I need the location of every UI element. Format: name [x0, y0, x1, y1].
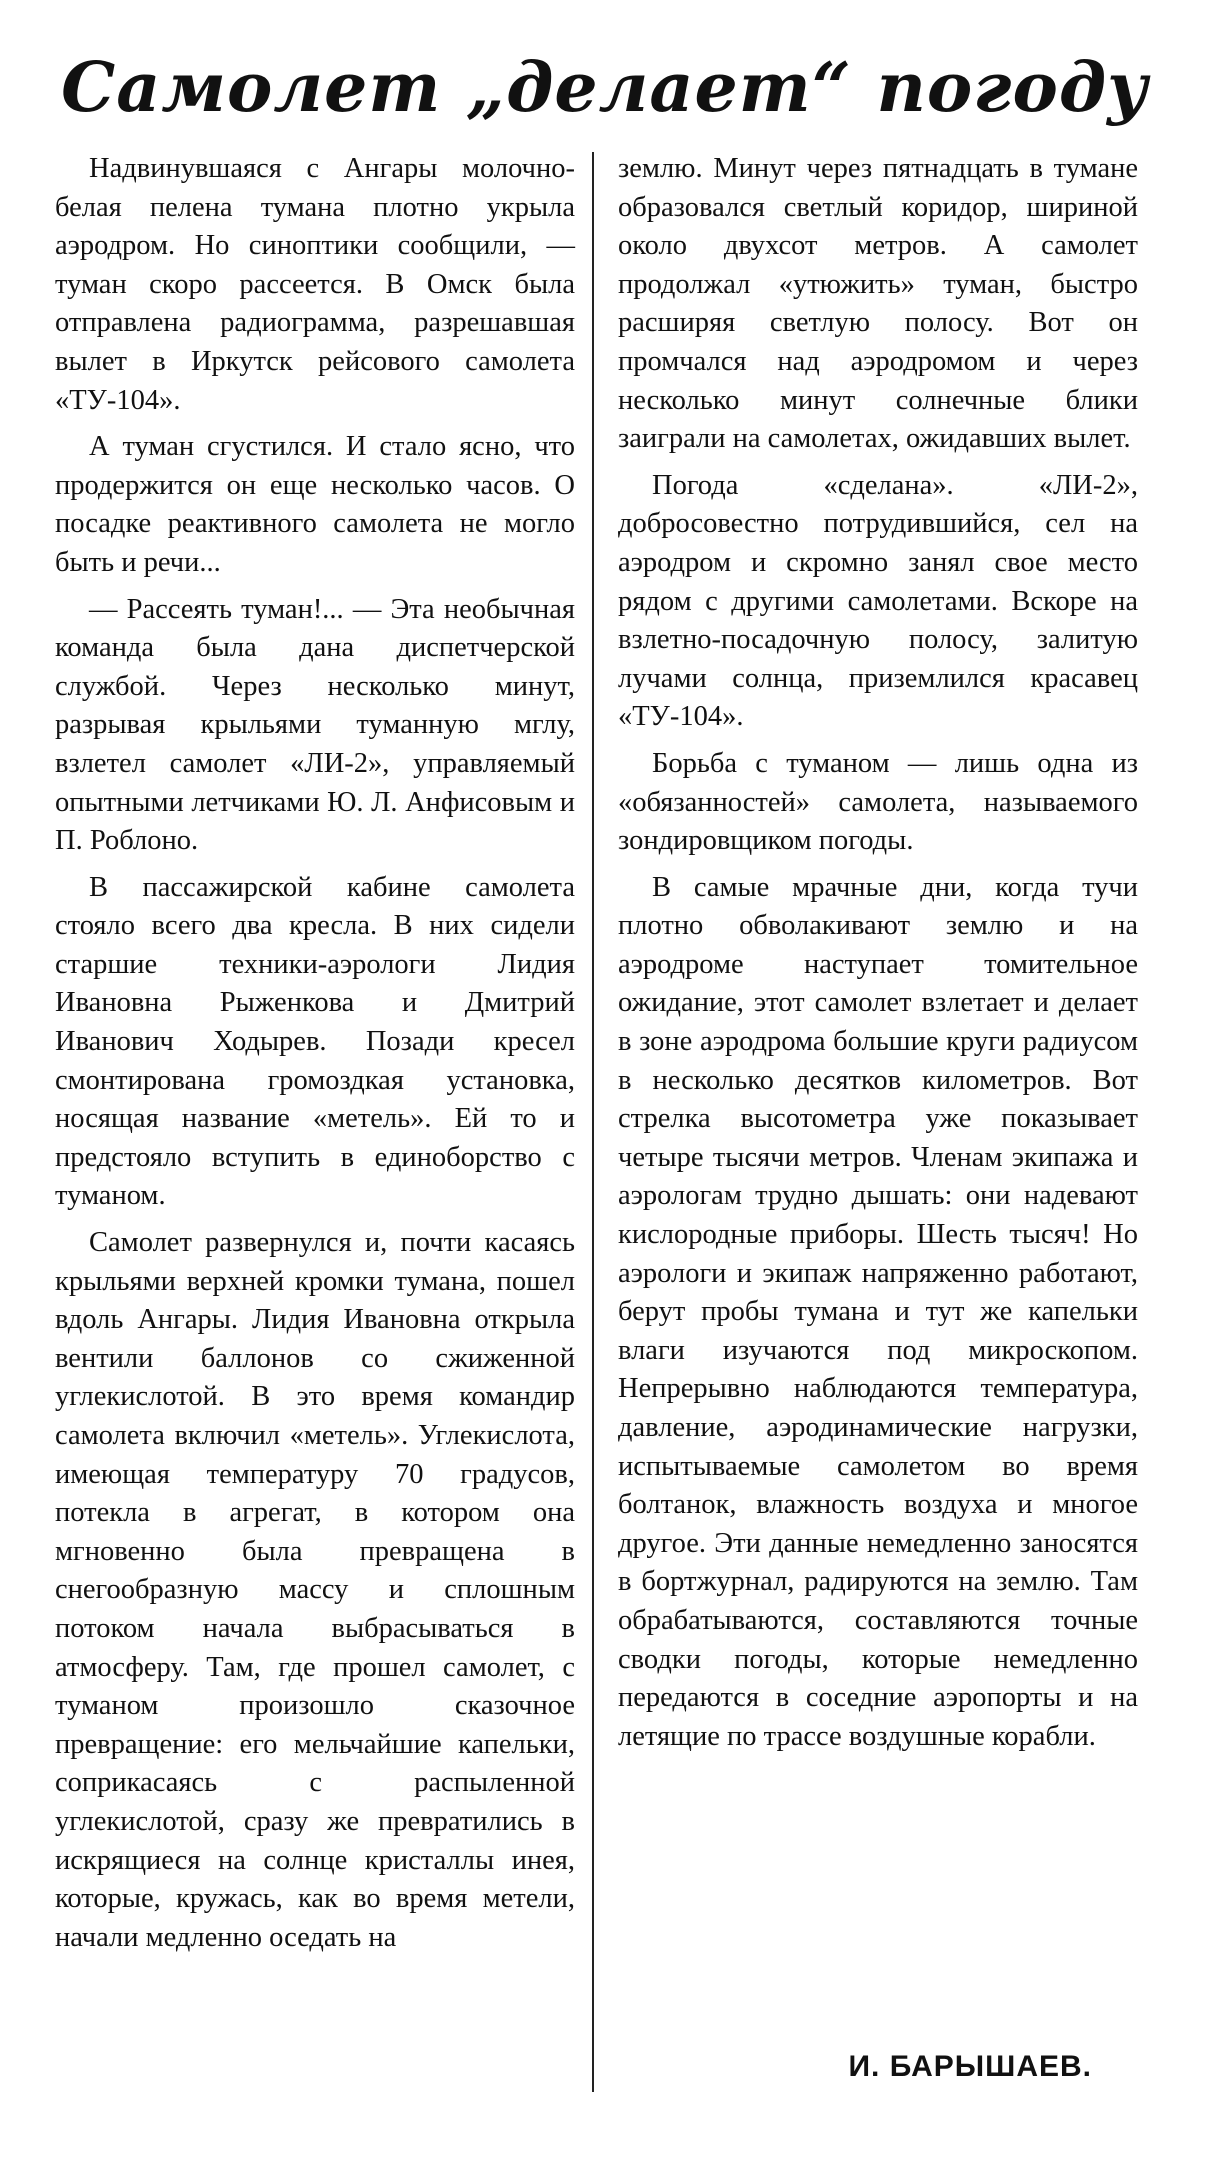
- paragraph: Самолет развернулся и, почти касаясь крыльями верхней кромки тумана, пошел вдоль Ангары. Лидия Ивановна открыла вентили баллонов со сжиженной углекислотой. В это время командир самолета включил «метель». Углекислота, имеющая температуру 70 градусов, потекла в агрегат, в котором она мгновенно была превращена в снегообразную массу и сплошным потоком начала выбрасываться в атмосферу. Там, где прошел самолет, с туманом произошло сказочное превращение: его мельчайшие капельки, соприкасаясь с распыленной углекислотой, сразу же превратились в искрящиеся на солнце кристаллы инея, которые, кружась, как во время метели, начали медленно оседать на: [55, 1227, 575, 1953]
- paragraph: В пассажирской кабине самолета стояло всего два кресла. В них сидели старшие техники-аэрологи Лидия Ивановна Рыженкова и Дмитрий Иванович Ходырев. Позади кресел смонтирована громоздкая установка, носящая название «метель». Ей то и предстояло вступить в единоборство с туманом.: [55, 871, 575, 1212]
- paragraph: Погода «сделана». «ЛИ-2», добросовестно потрудившийся, сел на аэродром и скромно занял свое место рядом с другими самолетами. Вскоре на взлетно-посадочную полосу, залитую лучами солнца, приземлился красавец «ТУ-104».: [618, 469, 1138, 733]
- paragraph: Надвинувшаяся с Ангары молочно-белая пелена тумана плотно укрыла аэродром. Но синоптики сообщили, — туман скоро рассеется. В Омск была отправлена радиограмма, разрешавшая вылет в Иркутск рейсового самолета «ТУ-104».: [55, 153, 575, 416]
- paragraph: В самые мрачные дни, когда тучи плотно обволакивают землю и на аэродроме наступает томительное ожидание, этот самолет взлетает и делает в зоне аэродрома большие круги радиусом в несколько десятков километров. Вот стрелка высотометра уже показывает четыре тысячи метров. Членам экипажа и аэрологам трудно дышать: они надевают кислородные приборы. Шесть тысяч! Но аэрологи и экипаж напряженно работают, берут пробы тумана и тут же капельки влаги изучаются под микроскопом. Непрерывно наблюдаются температура, давление, аэродинамические нагрузки, испытываемые самолетом во время болтанок, влажность воздуха и многое другое. Эти данные немедленно заносятся в бортжурнал, радируются на землю. Там обрабатываются, составляются точные сводки погоды, которые немедленно передаются в соседние аэропорты и на летящие по трассе воздушные корабли.: [618, 871, 1138, 1752]
- article-headline: Самолет „делает“ погоду: [61, 48, 1149, 128]
- paragraph: А туман сгустился. И стало ясно, что продержится он еще несколько часов. О посадке реактивного самолета не могло быть и речи...: [55, 431, 575, 578]
- column-divider: [592, 152, 594, 2092]
- author-signature: И. БАРЫШАЕВ.: [848, 2050, 1092, 2083]
- left-column: [55, 150, 575, 1957]
- right-column: [618, 150, 1138, 1756]
- paragraph-continuation: землю. Минут через пятнадцать в тумане образовался светлый коридор, шириной около двухсот метров. А самолет продолжал «утюжить» туман, быстро расширяя светлую полосу. Вот он промчался над аэродромом и через несколько минут солнечные блики заиграли на самолетах, ожидавших вылет.: [618, 153, 1138, 455]
- paragraph: — Рассеять туман!... — Эта необычная команда была дана диспетчерской службой. Через несколько минут, разрывая крыльями туманную мглу, взлетел самолет «ЛИ-2», управляемый опытными летчиками Ю. Л. Анфисовым и П. Роблоно.: [55, 593, 575, 857]
- paragraph: Борьба с туманом — лишь одна из «обязанностей» самолета, называемого зондировщиком погоды.: [618, 747, 1138, 857]
